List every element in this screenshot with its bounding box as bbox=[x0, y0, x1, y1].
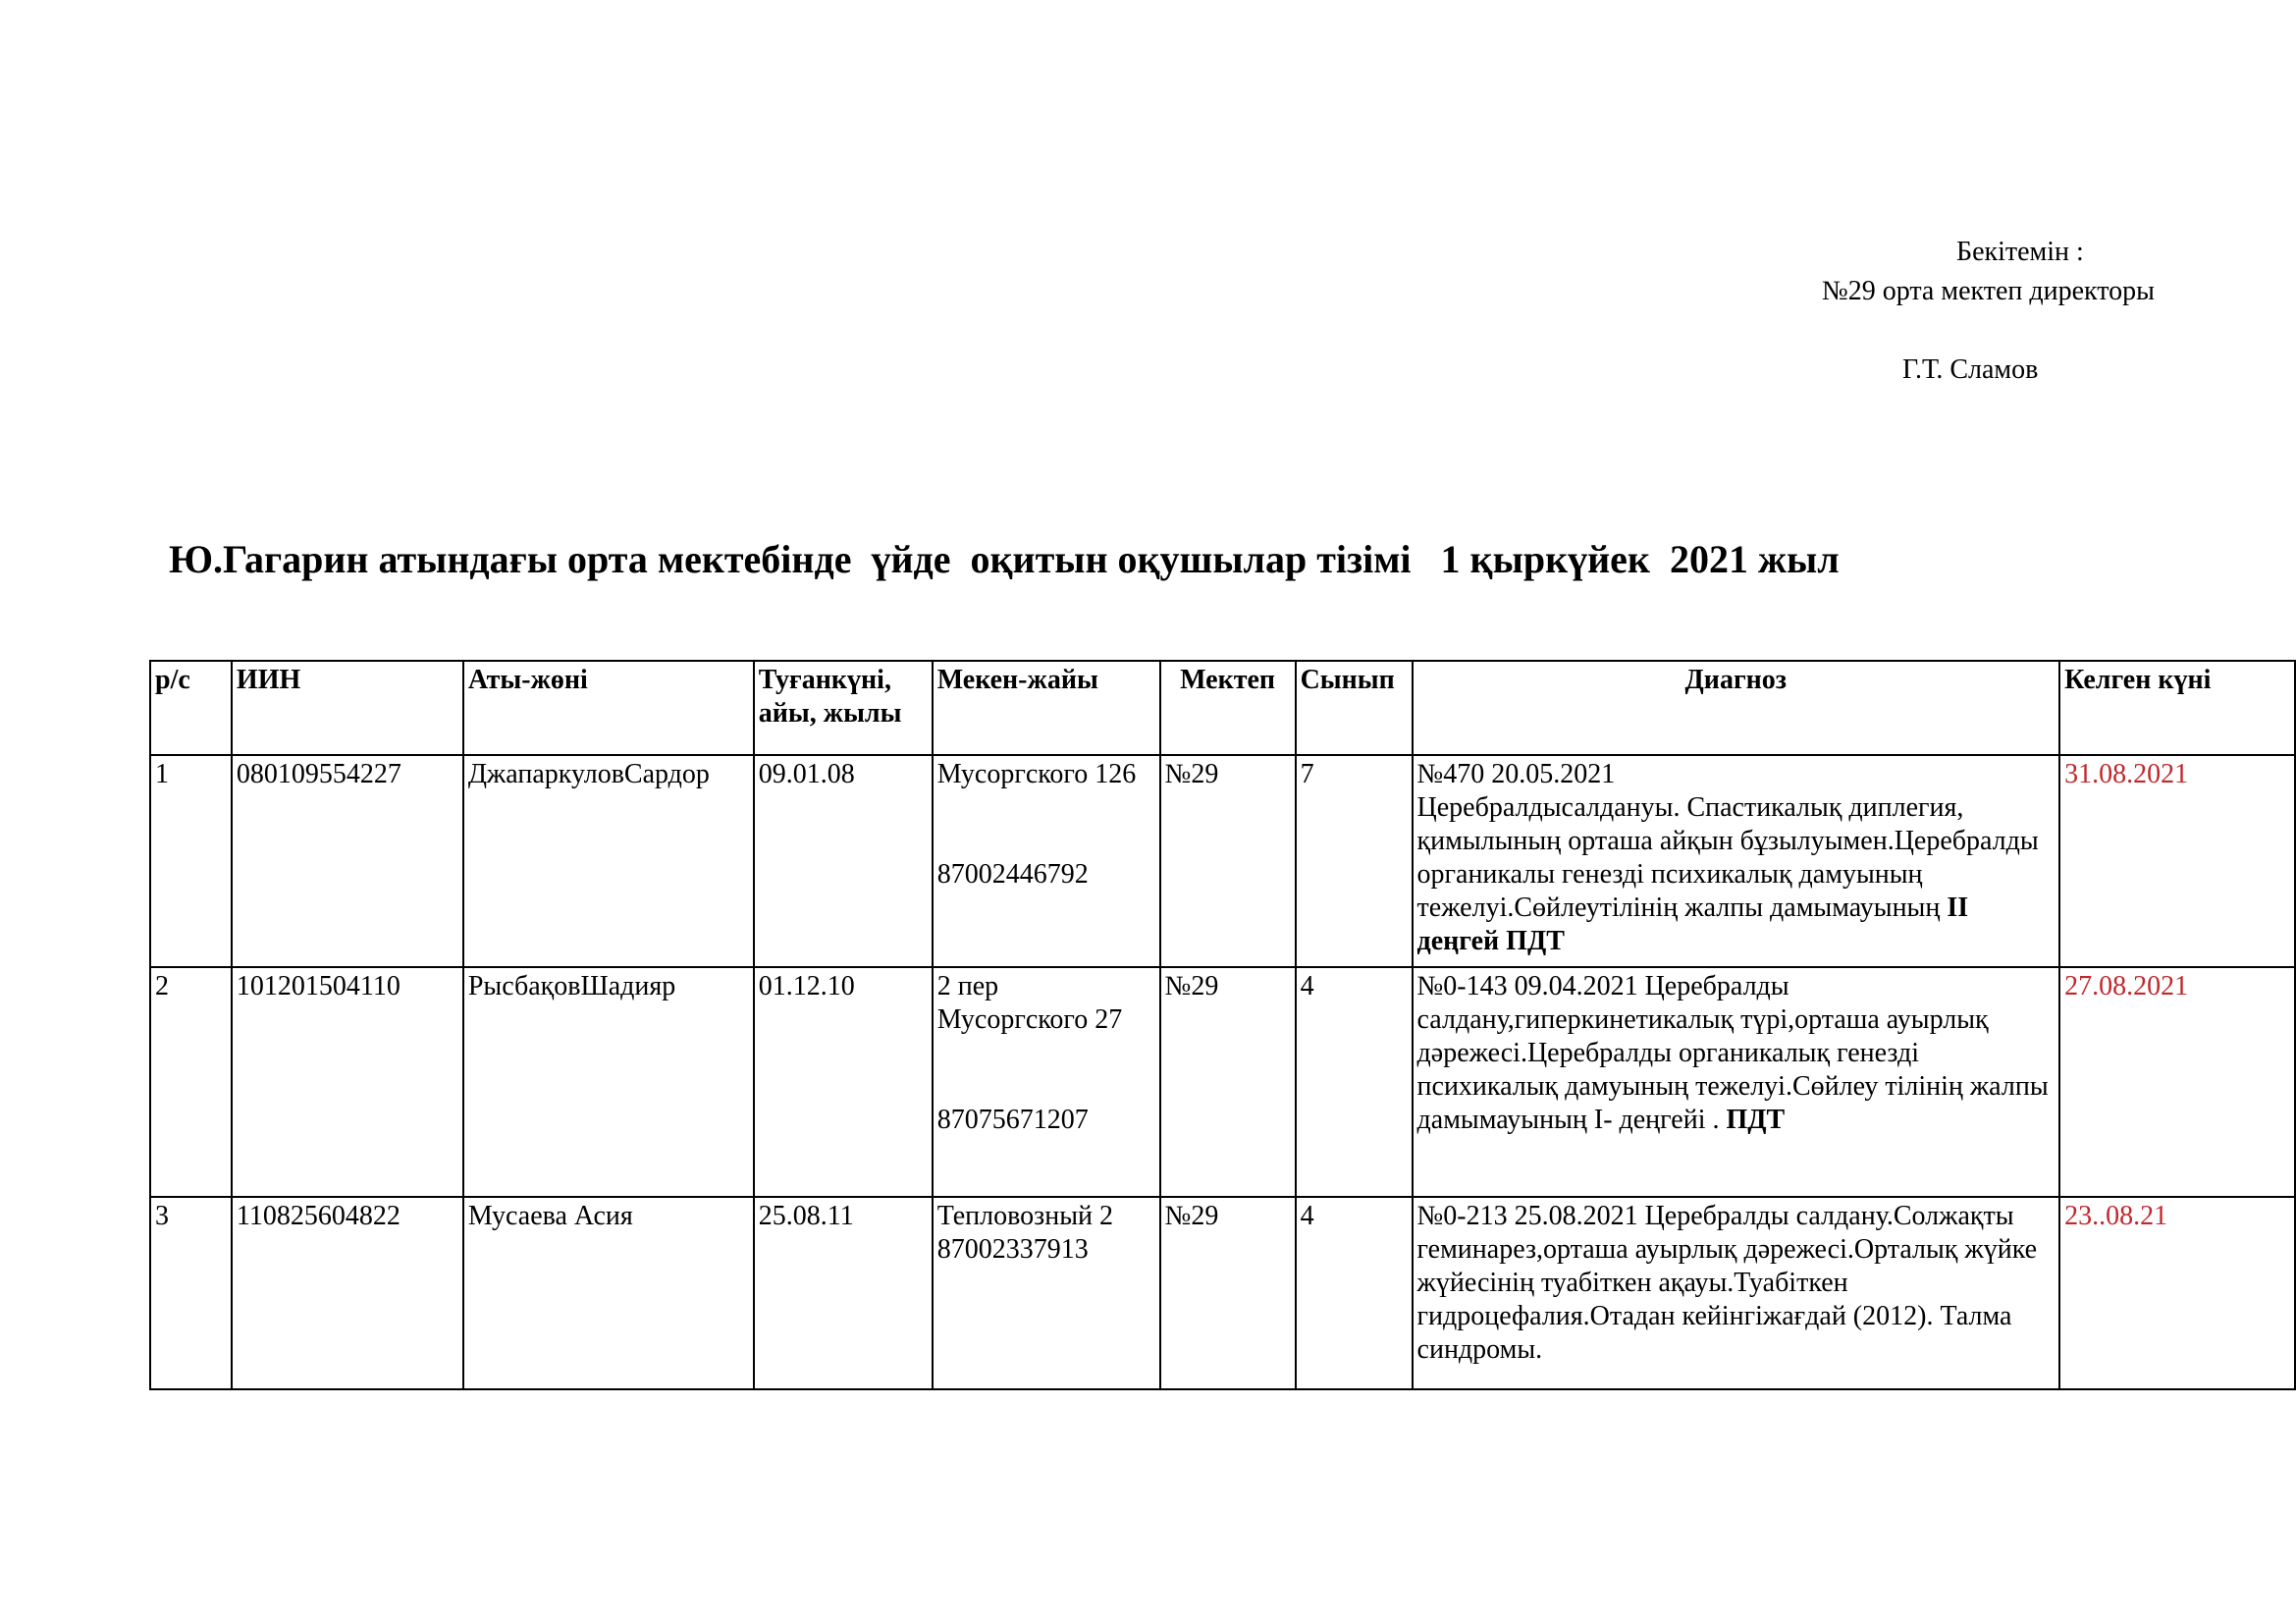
diagnosis-cell bbox=[1413, 755, 2060, 967]
address-cell: 2 пер Мусоргского 27 87075671207 bbox=[933, 967, 1160, 1197]
row-number-cell: 1 bbox=[150, 755, 232, 967]
table-row bbox=[150, 755, 2295, 967]
header-full-name: Аты-жөні bbox=[463, 661, 754, 755]
table-row bbox=[150, 967, 2295, 1197]
address-cell: Тепловозный 2 87002337913 bbox=[933, 1197, 1160, 1389]
birth-date-cell: 25.08.11 bbox=[754, 1197, 933, 1389]
school-cell: №29 bbox=[1160, 967, 1296, 1197]
iin-cell: 110825604822 bbox=[232, 1197, 463, 1389]
birth-date-cell: 01.12.10 bbox=[754, 967, 933, 1197]
grade-cell: 7 bbox=[1296, 755, 1413, 967]
address-cell: Мусоргского 126 87002446792 bbox=[933, 755, 1160, 967]
approval-position: №29 орта мектеп директоры bbox=[1822, 276, 2155, 306]
header-arrival-date: Келген күні bbox=[2059, 661, 2295, 755]
arrival-date-cell: 23..08.21 bbox=[2059, 1197, 2295, 1389]
birth-date-cell: 09.01.08 bbox=[754, 755, 933, 967]
diagnosis-cell bbox=[1413, 967, 2060, 1197]
diagnosis-text: №0-143 09.04.2021 Церебралды салдану,гиперкинетикалық түрі,орташа ауырлық дәрежесі.Церебралды органикалық генезді психикалық дамуының тежелуі.Сөйлеу тілінің жалпы дамымауының І- деңгейі . bbox=[1416, 971, 2049, 1135]
diagnosis-cell bbox=[1413, 1197, 2060, 1389]
row-number-cell: 2 bbox=[150, 967, 232, 1197]
arrival-date-cell: 31.08.2021 bbox=[2059, 755, 2295, 967]
diagnosis-text: №0-213 25.08.2021 Церебралды салдану.Солжақты геминарез,орташа ауырлық дәрежесі.Орталық жүйке жүйесінің туабіткен ақауы.Туабіткен гидроцефалия.Отадан кейінгіжағдай (2012). Талма синдромы. bbox=[1416, 1201, 2038, 1365]
header-address: Мекен-жайы bbox=[933, 661, 1160, 755]
row-number-cell: 3 bbox=[150, 1197, 232, 1389]
table-body bbox=[150, 755, 2295, 1389]
diagnosis-bold-text: ПДТ bbox=[1726, 1105, 1786, 1135]
header-row-number: р/с bbox=[150, 661, 232, 755]
document-title: Ю.Гагарин атындағы орта мектебінде үйде оқитын оқушылар тізімі 1 қыркүйек 2021 жыл bbox=[169, 537, 1840, 581]
grade-cell: 4 bbox=[1296, 1197, 1413, 1389]
arrival-date-cell: 27.08.2021 bbox=[2059, 967, 2295, 1197]
grade-cell: 4 bbox=[1296, 967, 1413, 1197]
full-name-cell: ДжапаркуловСардор bbox=[463, 755, 754, 967]
diagnosis-text: №470 20.05.2021 Церебралдысалдануы. Спастикалық диплегия, қимылының орташа айқын бұзылуымен.Церебралды органикалы генезді психикалық дамуының тежелуі.Сөйлеутілінің жалпы дамымауының bbox=[1416, 759, 2039, 923]
school-cell: №29 bbox=[1160, 1197, 1296, 1389]
iin-cell: 080109554227 bbox=[232, 755, 463, 967]
approval-label: Бекітемін : bbox=[1956, 237, 2084, 267]
table-header bbox=[150, 661, 2295, 755]
table-row bbox=[150, 1197, 2295, 1389]
header-row bbox=[150, 661, 2295, 755]
header-diagnosis: Диагноз bbox=[1413, 661, 2060, 755]
full-name-cell: Мусаева Асия bbox=[463, 1197, 754, 1389]
header-iin: ИИН bbox=[232, 661, 463, 755]
approval-signatory-name: Г.Т. Сламов bbox=[1902, 354, 2039, 385]
header-grade: Сынып bbox=[1296, 661, 1413, 755]
diagnosis-bold-text: II деңгей ПДТ bbox=[1416, 893, 1969, 956]
students-table bbox=[149, 660, 2296, 1390]
iin-cell: 101201504110 bbox=[232, 967, 463, 1197]
full-name-cell: РысбақовШадияр bbox=[463, 967, 754, 1197]
school-cell: №29 bbox=[1160, 755, 1296, 967]
header-birth-date: Туғанкүні, айы, жылы bbox=[754, 661, 933, 755]
header-school: Мектеп bbox=[1160, 661, 1296, 755]
